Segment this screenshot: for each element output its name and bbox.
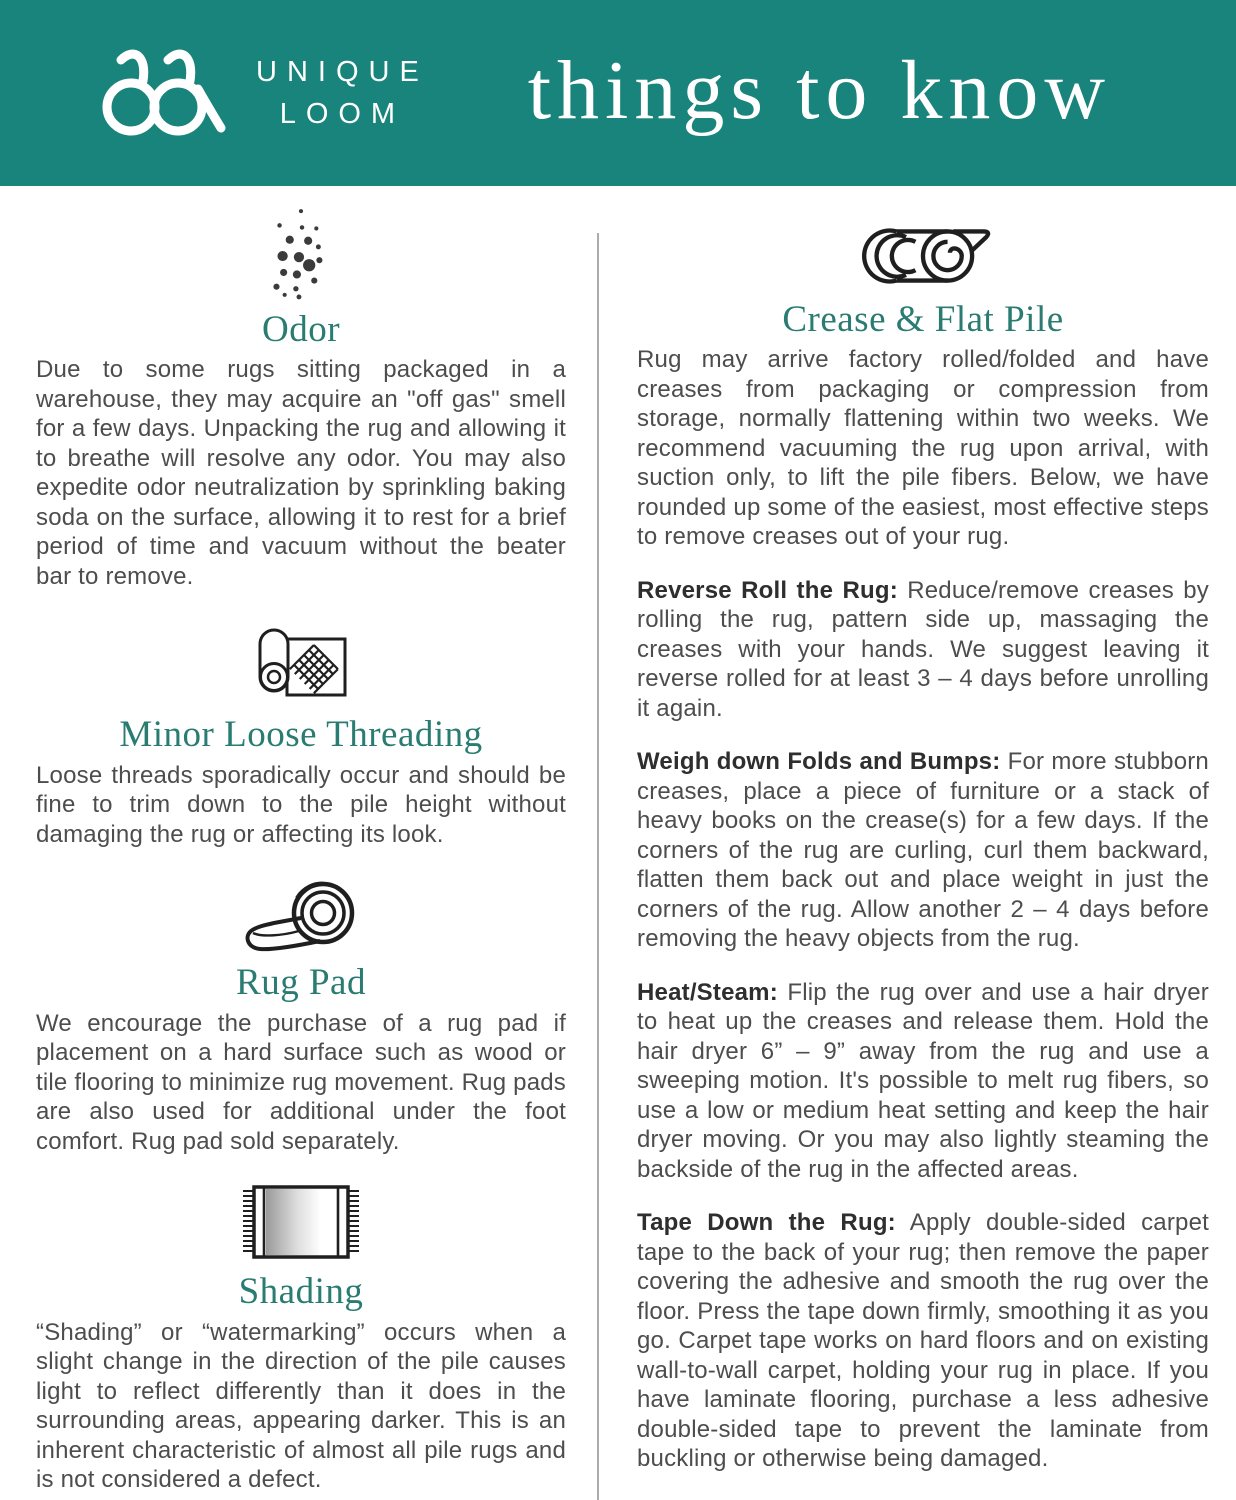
header-banner — [0, 0, 1236, 186]
brand-name-line2: LOOM — [279, 98, 406, 130]
section-heading: Minor Loose Threading — [119, 714, 483, 756]
tip-label: Tape Down the Rug: — [637, 1209, 896, 1237]
odor-speckles-icon — [36, 206, 566, 300]
tip-reverse-roll — [637, 576, 1209, 724]
section-heading: Odor — [261, 309, 341, 350]
tip-tape-down — [637, 1208, 1209, 1474]
section-intro: Rug may arrive factory rolled/folded and have creases from packaging or compression from storage, normally flattening within two weeks. We recommend vacuuming the rug upon arrival, with suction only, to lift the pile fibers. Below, we have rounded up some of the easiest, most effective steps to remove creases out of your rug. — [637, 346, 1209, 551]
tip-label: Heat/Steam: — [637, 978, 778, 1006]
tip-weigh-down — [637, 747, 1209, 954]
tip-text: Apply double-sided carpet tape to the back of your rug; then remove the paper covering the adhesive and smooth the rug over the floor. Press the tape down firmly, smoothing it as you go. Carpet tape works on hard floors and on existing wall-to-wall carpet, holding your rug in place. If you have laminate flooring, purchase a less adhesive double-sided tape to prevent the laminate from buckling or otherwise being damaged. — [637, 1209, 1210, 1473]
unique-loom-double-loop-icon — [100, 45, 226, 141]
section-rug-pad — [36, 875, 566, 1156]
fringed-rug-gradient-icon — [36, 1182, 566, 1262]
section-heading: Rug Pad — [236, 962, 366, 1004]
tip-label: Reverse Roll the Rug: — [637, 576, 898, 604]
left-column — [36, 186, 566, 1495]
tip-heat-steam — [637, 978, 1209, 1185]
section-body: “Shading” or “watermarking” occurs when a slight change in the direction of the pile causes light to reflect differently than it does in the surrounding areas, appearing darker. This is an inherent characteristic of almost all pile rugs and is not considered a defect. — [36, 1318, 566, 1494]
tip-label: Weigh down Folds and Bumps: — [637, 748, 1001, 776]
page-title: things to know — [527, 43, 1112, 137]
rolled-rug-spiral-icon — [637, 222, 1209, 290]
section-odor — [36, 206, 566, 591]
brand-name-line1: UNIQUE — [256, 55, 429, 88]
rug-pad-roll-icon — [36, 875, 566, 953]
column-divider — [597, 233, 599, 1500]
section-heading: Crease & Flat Pile — [782, 299, 1064, 340]
section-body: We encourage the purchase of a rug pad if placement on a hard surface such as wood or tile flooring to minimize rug movement. Rug pads are also used for additional under the foot comfort. Rug pad sold separately. — [36, 1009, 566, 1155]
section-body: Due to some rugs sitting packaged in a warehouse, they may acquire an "off gas" smell for a few days. Unpacking the rug and allowing it to breathe will resolve any odor. You may also expedite odor neutralization by sprinkling baking soda on the surface, allowing it to rest for a brief period of time and vacuum without the beater bar to remove. — [36, 356, 566, 590]
brand-logo — [100, 45, 429, 141]
section-crease-flat-pile — [637, 222, 1209, 1474]
tip-text: Flip the rug over and use a hair dryer to heat up the creases and release them. Hold the hair dryer 6” – 9” away from the rug and use a sweeping motion. It's possible to melt rug fibers, so use a low or medium heat setting and keep the hair dryer moving. Or you may also lightly steaming the backside of the rug in the affected areas. — [637, 978, 1209, 1183]
section-heading: Shading — [238, 1271, 364, 1313]
tip-text: For more stubborn creases, place a piece of furniture or a stack of heavy books on the crease(s) for a few days. If the corners of the rug are curling, curl them backward, flatten them back out and place weight in just the corners of the rug. Allow another 2 – 4 days before removing the heavy objects from the rug. — [637, 748, 1209, 953]
brand-name — [256, 51, 429, 135]
rolled-rug-crosshatch-icon — [36, 617, 566, 705]
section-minor-loose-threading — [36, 617, 566, 849]
section-shading — [36, 1182, 566, 1494]
right-column — [637, 186, 1209, 1474]
section-body: Loose threads sporadically occur and should be fine to trim down to the pile height without damaging the rug or affecting its look. — [36, 761, 566, 848]
tip-text: Reduce/remove creases by rolling the rug, pattern side up, massaging the creases with your hands. We suggest leaving it reverse rolled for at least 3 – 4 days before unrolling it again. — [637, 576, 1210, 722]
